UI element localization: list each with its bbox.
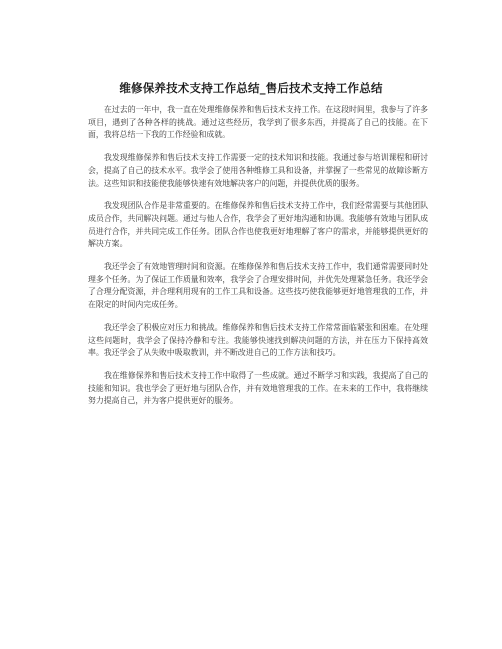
paragraph-6: 我在维修保养和售后技术支持工作中取得了一些成就。通过不断学习和实践，我提高了自己的技能和知识。我也学会了更好地与团队合作，并有效地管理我的工作。在未来的工作中，我将继续努力提高自己，并为客户提供更好的服务。: [88, 370, 428, 406]
paragraph-3: 我发现团队合作是非常重要的。在维修保养和售后技术支持工作中，我们经常需要与其他团队成员合作，共同解决问题。通过与他人合作，我学会了更好地沟通和协调。我能够有效地与团队成员进行合作，并共同完成工作任务。团队合作也使我更好地理解了客户的需求，并能够提供更好的解决方案。: [88, 201, 428, 249]
paragraph-4: 我还学会了有效地管理时间和资源。在维修保养和售后技术支持工作中，我们通常需要同时处理多个任务。为了保证工作质量和效率，我学会了合理安排时间，并优先处理紧急任务。我还学会了合理分配资源，并合理利用现有的工作工具和设备。这些技巧使我能够更好地管理我的工作，并在限定的时间内完成任务。: [88, 262, 428, 310]
paragraph-2: 我发现维修保养和售后技术支持工作需要一定的技术知识和技能。我通过参与培训课程和研讨会，提高了自己的技术水平。我学会了使用各种维修工具和设备，并掌握了一些常见的故障诊断方法。这些知识和技能使我能够快速有效地解决客户的问题，并提供优质的服务。: [88, 153, 428, 188]
document-title: 维修保养技术支持工作总结_售后技术支持工作总结: [119, 81, 383, 95]
paragraph-1: 在过去的一年中，我一直在处理维修保养和售后技术支持工作。在这段时间里，我参与了许多项目，遇到了各种各样的挑战。通过这些经历，我学到了很多东西，并提高了自己的技能。在下面，我将总结一下我的工作经验和成就。: [88, 105, 428, 140]
document-body: [88, 104, 428, 418]
paragraph-5: 我还学会了积极应对压力和挑战。维修保养和售后技术支持工作常常面临紧张和困难。在处理这些问题时，我学会了保持冷静和专注。我能够快速找到解决问题的方法，并在压力下保持高效率。我还学会了从失败中吸取教训，并不断改进自己的工作方法和技巧。: [88, 322, 428, 358]
